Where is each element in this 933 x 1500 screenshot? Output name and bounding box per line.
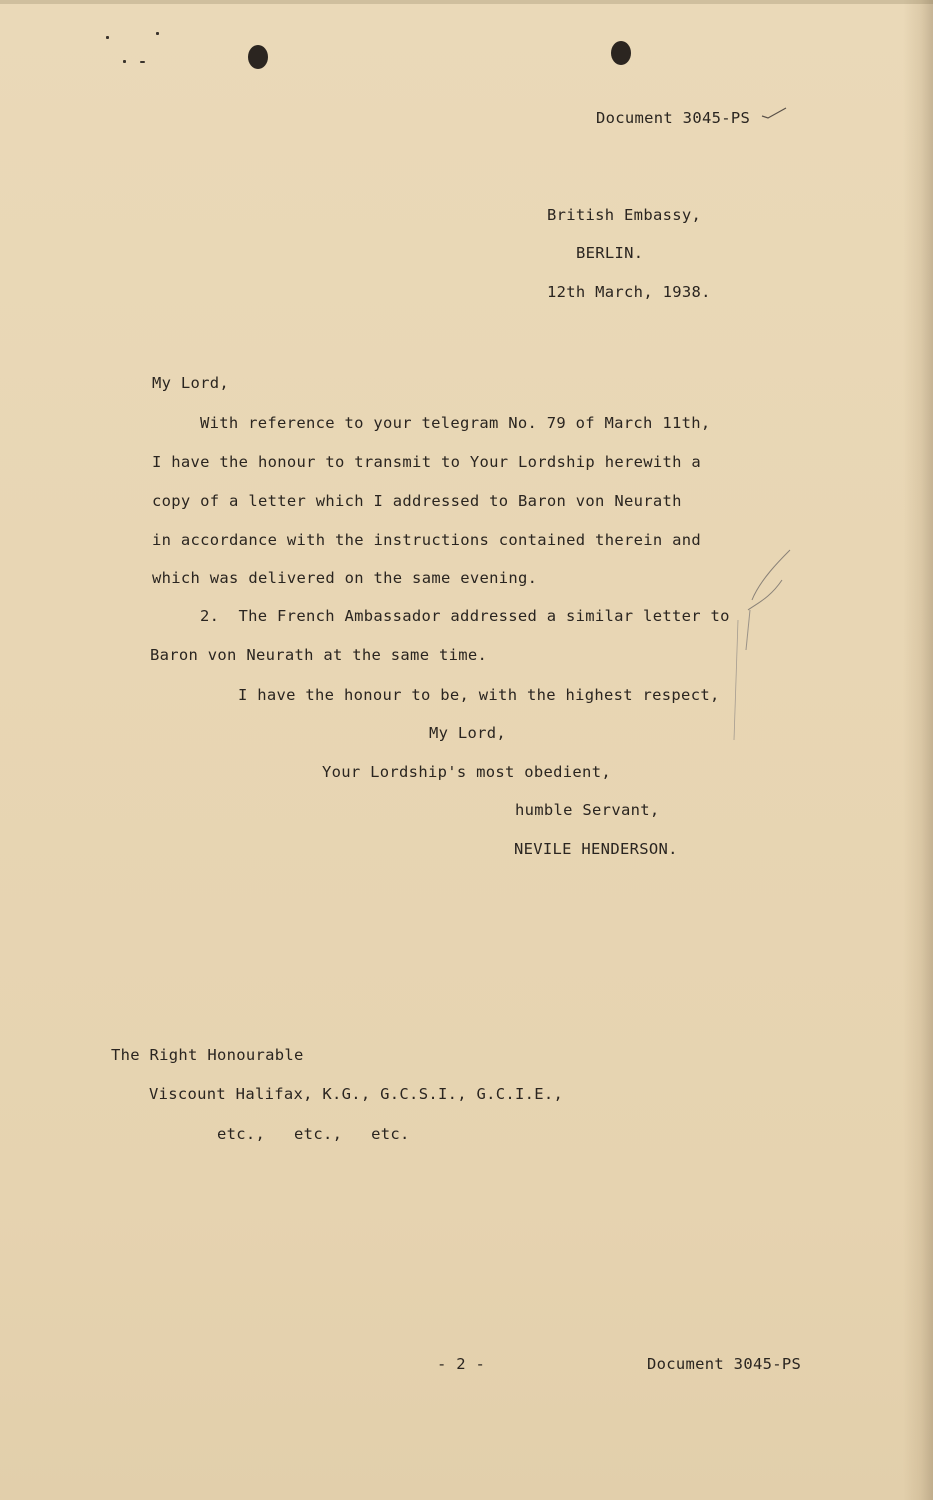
page-number: - 2 -	[437, 1355, 486, 1373]
letter-date: 12th March, 1938.	[547, 283, 711, 301]
closing-line: My Lord,	[429, 724, 507, 742]
body-line: I have the honour to transmit to Your Lordship herewith a	[152, 453, 702, 471]
document-reference-footer: Document 3045-PS	[647, 1355, 802, 1373]
paper-right-edge	[903, 0, 933, 1500]
document-reference: Document 3045-PS	[596, 109, 751, 127]
punch-hole-left	[248, 45, 268, 69]
paper-top-edge	[0, 0, 933, 4]
paper-speck	[106, 36, 109, 39]
body-line: 2. The French Ambassador addressed a similar letter to	[200, 607, 730, 625]
sender-embassy: British Embassy,	[547, 206, 702, 224]
sender-city: BERLIN.	[576, 244, 644, 262]
signature-name: NEVILE HENDERSON.	[514, 840, 678, 858]
punch-hole-right	[611, 41, 631, 65]
closing-line: I have the honour to be, with the highest respect,	[238, 686, 720, 704]
salutation: My Lord,	[152, 374, 230, 392]
body-line: Baron von Neurath at the same time.	[150, 646, 488, 664]
body-line: With reference to your telegram No. 79 of March 11th,	[200, 414, 711, 432]
closing-line: humble Servant,	[515, 801, 660, 819]
closing-line: Your Lordship's most obedient,	[322, 763, 611, 781]
addressee-line: The Right Honourable	[111, 1046, 304, 1064]
addressee-line: etc., etc., etc.	[217, 1125, 410, 1143]
check-mark-icon	[760, 104, 790, 124]
paper-speck	[123, 60, 126, 63]
handwritten-margin-annotation	[730, 540, 800, 740]
paper-speck	[156, 32, 159, 35]
paper-speck	[140, 61, 145, 63]
body-line: in accordance with the instructions contained therein and	[152, 531, 702, 549]
body-line: copy of a letter which I addressed to Baron von Neurath	[152, 492, 682, 510]
addressee-line: Viscount Halifax, K.G., G.C.S.I., G.C.I.E.,	[149, 1085, 564, 1103]
body-line: which was delivered on the same evening.	[152, 569, 538, 587]
